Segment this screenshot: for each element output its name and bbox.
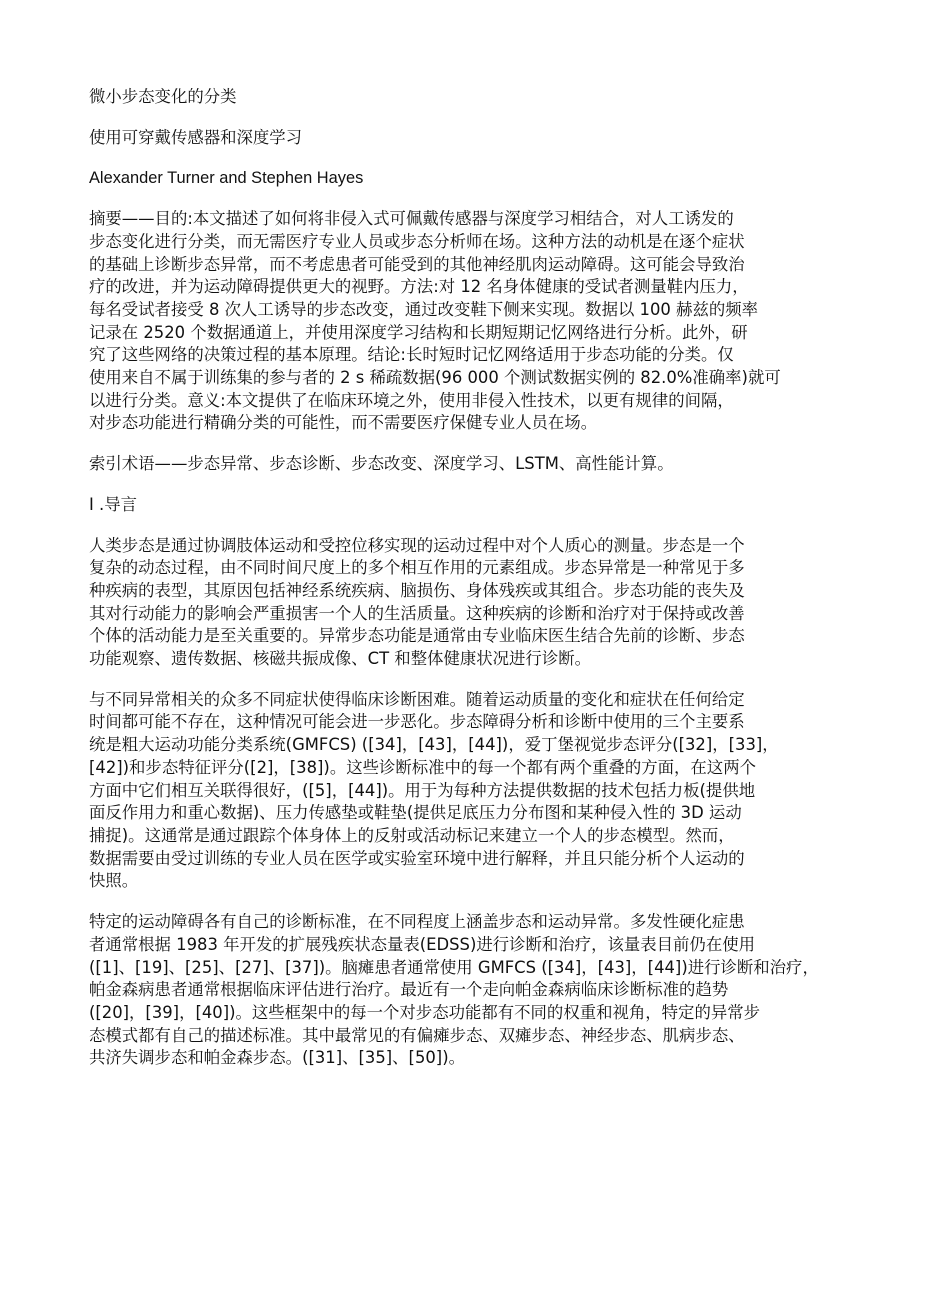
paragraph-line: 捕捉)。这通常是通过跟踪个体身体上的反射或活动标记来建立一个人的步态模型。然而， [89,825,735,845]
paragraph-line: 人类步态是通过协调肢体运动和受控位移实现的运动过程中对个人质心的测量。步态是一个 [89,535,745,555]
intro-paragraph-1 [89,535,849,671]
abstract-line: 究了这些网络的决策过程的基本原理。结论:长时短时记忆网络适用于步态功能的分类。仅 [89,345,734,365]
paragraph-line: 数据需要由受过训练的专业人员在医学或实验室环境中进行解释，并且只能分析个人运动的 [89,848,745,868]
paragraph-line: ([1]、[19]、[25]、[27]、[37])。脑瘫患者通常使用 GMFCS ([34]，[43]，[44])进行诊断和治疗， [89,957,819,977]
document-page [89,86,849,1088]
paragraph-line: 复杂的动态过程，由不同时间尺度上的多个相互作用的元素组成。步态异常是一种常见于多 [89,558,745,578]
paragraph-line: 统是粗大运动功能分类系统(GMFCS) ([34]，[43]，[44])，爱丁堡视觉步态评分([32]，[33]， [89,735,779,755]
title-line-1: 微小步态变化的分类 [89,87,237,106]
abstract-line: 摘要——目的:本文描述了如何将非侵入式可佩戴传感器与深度学习相结合，对人工诱发的 [89,209,734,229]
paragraph-line: ([20]，[39]，[40])。这些框架中的每一个对步态功能都有不同的权重和视角，特定的异常步 [89,1002,761,1022]
abstract-line: 使用来自不属于训练集的参与者的 2 s 稀疏数据(96 000 个测试数据实例的 82.0%准确率)就可 [89,368,781,388]
paragraph-line: 快照。 [89,871,139,891]
abstract-line: 以进行分类。意义:本文提供了在临床环境之外，使用非侵入性技术，以更有规律的间隔， [89,390,734,410]
abstract-paragraph [89,208,849,435]
section-heading-text: I .导言 [89,494,138,514]
paragraph-line: 与不同异常相关的众多不同症状使得临床诊断困难。随着运动质量的变化和症状在任何给定 [89,689,745,709]
intro-paragraph-3 [89,911,849,1070]
paragraph-line: 功能观察、遗传数据、核磁共振成像、CT 和整体健康状况进行诊断。 [89,649,591,669]
paragraph-line: 其对行动能力的影响会严重损害一个人的生活质量。这种疾病的诊断和治疗对于保持或改善 [89,603,745,623]
abstract-line: 对步态功能进行精确分类的可能性，而不需要医疗保健专业人员在场。 [89,413,598,433]
paragraph-line: 方面中它们相互关联得很好，([5]，[44])。用于为每种方法提供数据的技术包括力板(提供地 [89,780,756,800]
paragraph-line: 面反作用力和重心数据)、压力传感垫或鞋垫(提供足底压力分布图和某种侵入性的 3D 运动 [89,803,742,823]
abstract-line: 的基础上诊断步态异常，而不考虑患者可能受到的其他神经肌肉运动障碍。这可能会导致治 [89,254,745,274]
title-line-2: 使用可穿戴传感器和深度学习 [89,127,303,147]
intro-paragraph-2 [89,689,849,893]
abstract-line: 记录在 2520 个数据通道上，并使用深度学习结构和长期短期记忆网络进行分析。此外，研 [89,322,748,342]
index-terms-line: 索引术语——步态异常、步态诊断、步态改变、深度学习、LSTM、高性能计算。 [89,454,674,474]
section-heading [89,494,849,517]
abstract-line: 疗的改进，并为运动障碍提供更大的视野。方法:对 12 名身体健康的受试者测量鞋内压力， [89,277,749,297]
paragraph-line: 者通常根据 1983 年开发的扩展残疾状态量表(EDSS)进行诊断和治疗，该量表目前仍在使用 [89,934,755,954]
paragraph-line: 个体的活动能力是至关重要的。异常步态功能是通常由专业临床医生结合先前的诊断、步态 [89,626,745,646]
paragraph-line: 态模式都有自己的描述标准。其中最常见的有偏瘫步态、双瘫步态、神经步态、肌病步态、 [89,1025,745,1045]
author-line: Alexander Turner and Stephen Hayes [89,169,364,188]
abstract-line: 步态变化进行分类，而无需医疗专业人员或步态分析师在场。这种方法的动机是在逐个症状 [89,231,745,251]
paragraph-line: 时间都可能不存在，这种情况可能会进一步恶化。步态障碍分析和诊断中使用的三个主要系 [89,712,745,732]
index-terms-paragraph [89,453,849,476]
paragraph-line: 种疾病的表型，其原因包括神经系统疾病、脑损伤、身体残疾或其组合。步态功能的丧失及 [89,580,745,600]
paragraph-line: 帕金森病患者通常根据临床评估进行治疗。最近有一个走向帕金森病临床诊断标准的趋势 [89,980,729,1000]
paragraph-line: [42])和步态特征评分([2]，[38])。这些诊断标准中的每一个都有两个重叠的方面，在这两个 [89,757,756,777]
paragraph-line: 特定的运动障碍各有自己的诊断标准，在不同程度上涵盖步态和运动异常。多发性硬化症患 [89,912,745,932]
paragraph-line: 共济失调步态和帕金森步态。([31]、[35]、[50])。 [89,1048,465,1068]
abstract-line: 每名受试者接受 8 次人工诱导的步态改变，通过改变鞋下侧来实现。数据以 100 赫兹的频率 [89,299,759,319]
